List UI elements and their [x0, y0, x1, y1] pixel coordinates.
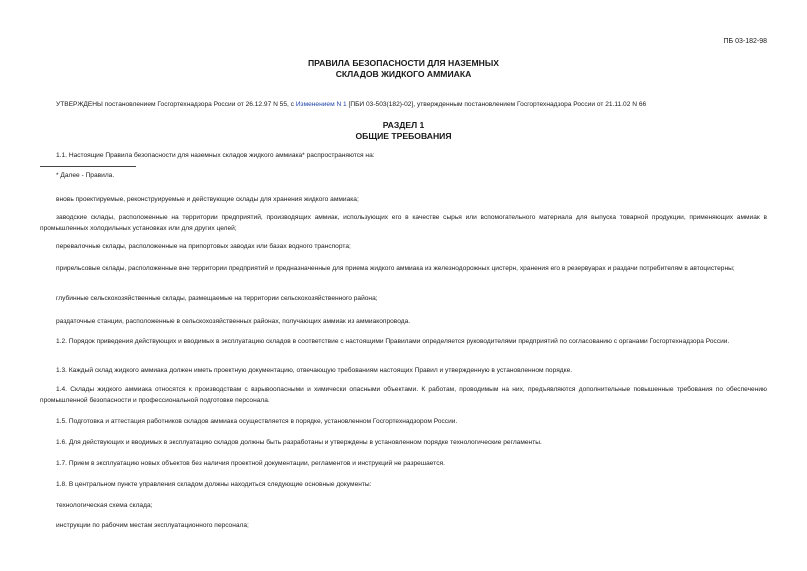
paragraph: 1.1. Настоящие Правила безопасности для наземных складов жидкого аммиака* распространяются на:	[56, 152, 375, 159]
document-code: ПБ 03-182-98	[723, 38, 767, 45]
paragraph: 1.4. Склады жидкого аммиака относятся к производствам с взрывоопасными и химически опасными объектами. К работам, проводимым на них, предъявляются дополнительные повышенные требования по обеспечению промышленной безопасности и профессиональной подготовке персонала.	[40, 386, 767, 404]
paragraph: раздаточные станции, расположенные в сельскохозяйственных районах, получающих аммиак из аммиакопровода.	[56, 318, 411, 325]
footnote: * Далее - Правила.	[56, 172, 115, 179]
section-title: ОБЩИЕ ТРЕБОВАНИЯ	[355, 131, 452, 141]
approval-text-after: [ПБИ 03-503(182)-02], утвержденным постановлением Госгортехнадзора России от 21.11.02 N 66	[346, 101, 647, 108]
paragraph: прирельсовые склады, расположенные вне территории предприятий и предназначенные для приема жидкого аммиака из железнодорожных цистерн, хранения его в резервуарах и раздачи потребителям в автоцистерны;	[56, 265, 735, 272]
footnote-divider	[40, 166, 136, 167]
paragraph: 1.3. Каждый склад жидкого аммиака должен иметь проектную документацию, отвечающую требованиям настоящих Правил и утвержденную в установленном порядке.	[56, 367, 573, 374]
paragraph: 1.7. Прием в эксплуатацию новых объектов без наличия проектной документации, регламентов и инструкций не разрешается.	[56, 460, 445, 467]
paragraph: глубинные сельскохозяйственные склады, размещаемые на территории сельскохозяйственного района;	[56, 295, 378, 302]
paragraph: 1.8. В центральном пункте управления складом должны находиться следующие основные документы:	[56, 481, 372, 488]
paragraph: заводские склады, расположенные на территории предприятий, производящих аммиак, использующих его в качестве сырья или вспомогательного материала для выпуска товарной продукции, применяющих аммиак в промышленных холодильных установках или для других целей;	[40, 214, 767, 232]
amendment-link[interactable]: Изменением N 1	[295, 101, 347, 108]
document-title-line-1: ПРАВИЛА БЕЗОПАСНОСТИ ДЛЯ НАЗЕМНЫХ	[307, 58, 500, 68]
paragraph: перевалочные склады, расположенные на припортовых заводах или базах водного транспорта;	[56, 243, 351, 250]
paragraph: 1.5. Подготовка и аттестация работников складов аммиака осуществляется в порядке, установленном Госгортехнадзором России.	[56, 418, 458, 425]
paragraph: инструкции по рабочим местам эксплуатационного персонала;	[56, 522, 249, 529]
document-title-line-2: СКЛАДОВ ЖИДКОГО АММИАКА	[335, 69, 472, 79]
paragraph: 1.2. Порядок приведения действующих и вводимых в эксплуатацию складов в соответствие с настоящими Правилами определяется руководителями предприятий по согласованию с органами Госгортехнадзора России.	[56, 338, 730, 345]
paragraph: 1.6. Для действующих и вводимых в эксплуатацию складов должны быть разработаны и утверждены в установленном порядке технологические регламенты.	[56, 439, 542, 446]
paragraph: технологическая схема склада;	[56, 502, 153, 509]
section-number: РАЗДЕЛ 1	[382, 120, 425, 130]
approval-note	[56, 101, 767, 108]
approval-text-before: УТВЕРЖДЕНЫ постановлением Госгортехнадзора России от 26.12.97 N 55, с	[56, 101, 296, 108]
paragraph: вновь проектируемые, реконструируемые и действующие склады для хранения жидкого аммиака;	[56, 196, 359, 203]
